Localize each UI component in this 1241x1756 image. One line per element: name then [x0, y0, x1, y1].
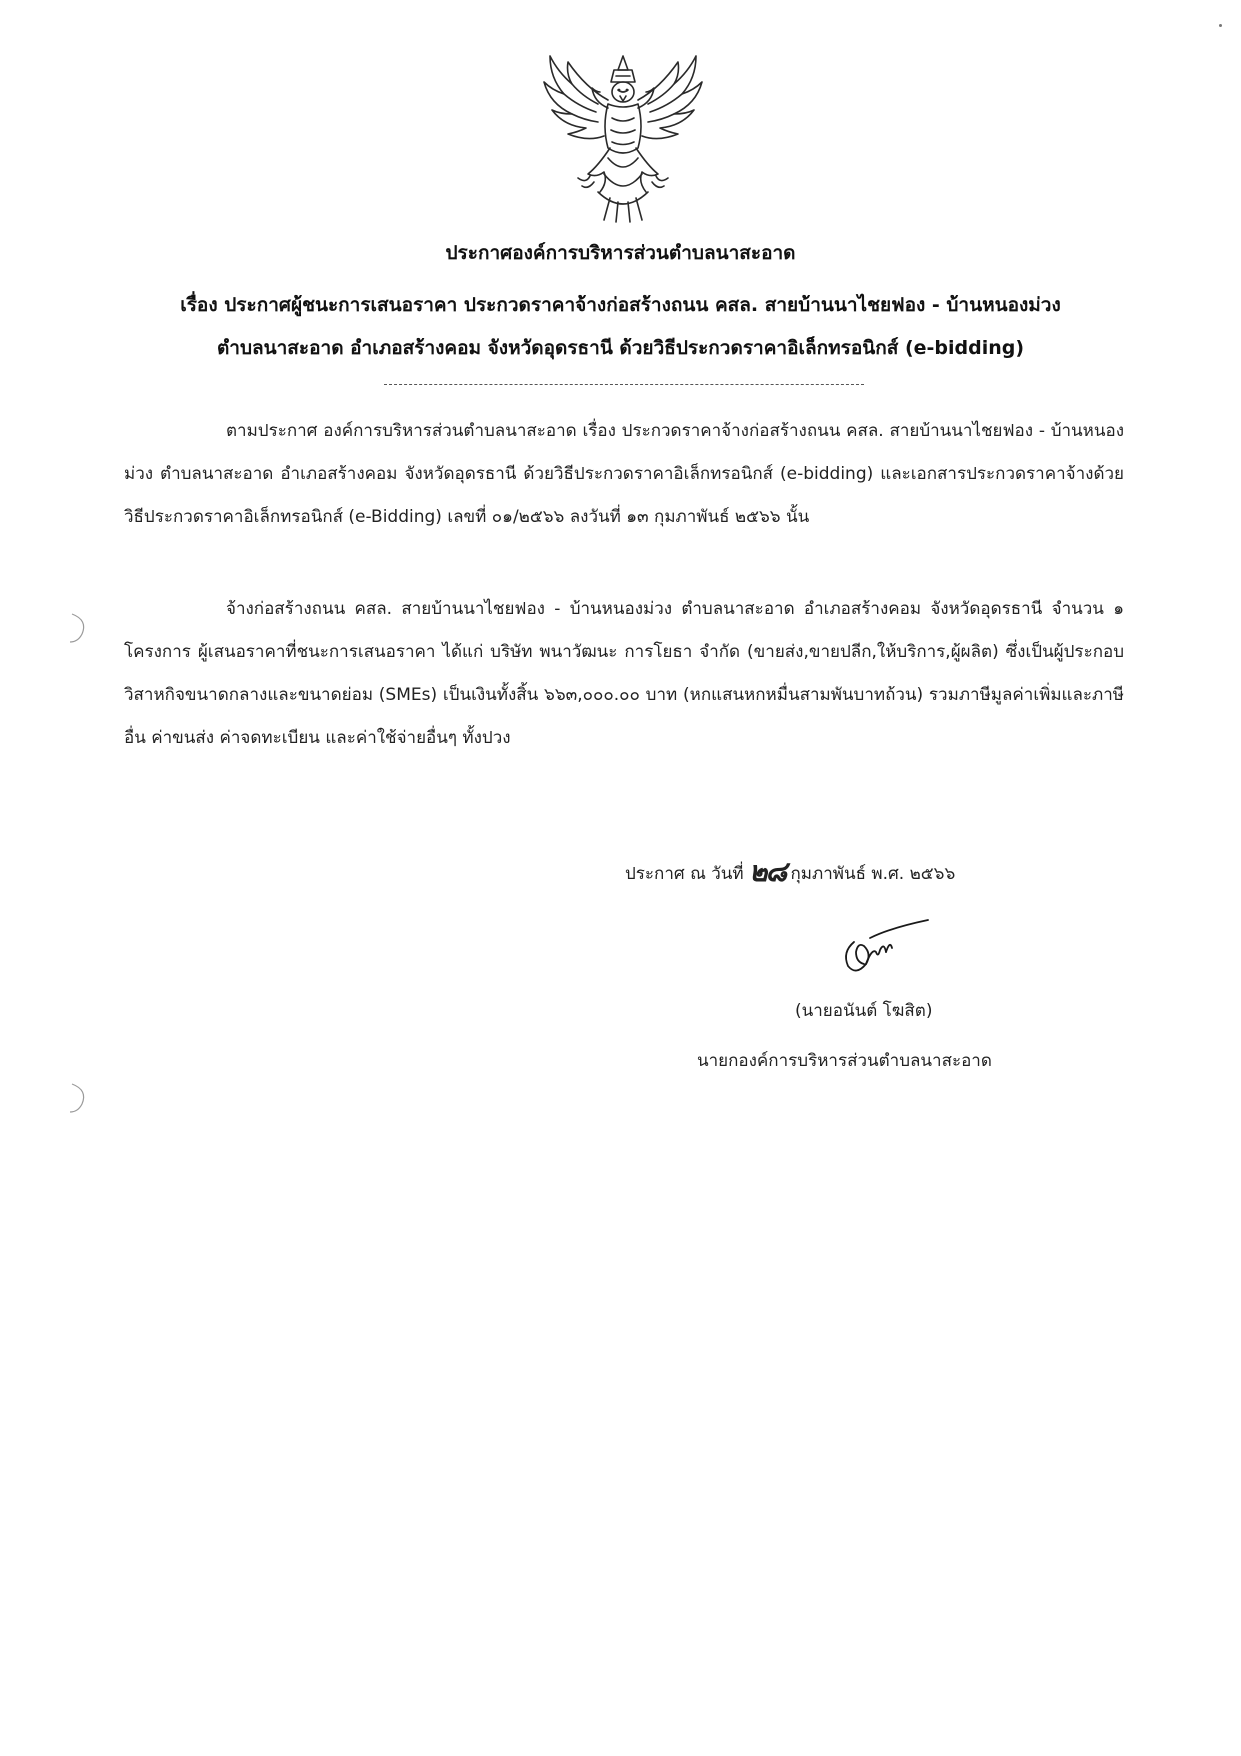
announcement-prefix: ประกาศ ณ วันที่: [625, 864, 744, 884]
handwritten-signature: [830, 912, 930, 982]
header-divider: [384, 384, 864, 385]
handwritten-day: ๒๘: [749, 855, 786, 888]
garuda-emblem-icon: [538, 48, 708, 226]
subject-line-1: เรื่อง ประกาศผู้ชนะการเสนอราคา ประกวดราคาจ้างก่อสร้างถนน คสล. สายบ้านนาไชยฟอง - บ้านหนองม่วง: [180, 294, 1061, 316]
document-title: ประกาศองค์การบริหารส่วนตำบลนาสะอาด: [445, 242, 796, 264]
punch-hole-icon: [66, 1080, 90, 1116]
announcement-month-year: กุมภาพันธ์ พ.ศ. ๒๕๖๖: [790, 864, 956, 884]
signatory-name: (นายอนันต์ โฆสิต): [795, 1001, 933, 1021]
subject-line-2: ตำบลนาสะอาด อำเภอสร้างคอม จังหวัดอุดรธานี ด้วยวิธีประกวดราคาอิเล็กทรอนิกส์ (e-bidding): [216, 337, 1025, 359]
punch-hole-icon: [66, 610, 90, 646]
announcement-date: [625, 850, 955, 894]
scan-speck: [1219, 24, 1222, 27]
body-paragraph-1: [124, 410, 1124, 539]
body-paragraph-2: [124, 588, 1124, 760]
paragraph-2-text: จ้างก่อสร้างถนน คสล. สายบ้านนาไชยฟอง - บ้านหนองม่วง ตำบลนาสะอาด อำเภอสร้างคอม จังหวัดอุดรธานี จำนวน ๑ โครงการ ผู้เสนอราคาที่ชนะการเสนอราคา ได้แก่ บริษัท พนาวัฒนะ การโยธา จำกัด (ขายส่ง,ขายปลีก,ให้บริการ,ผู้ผลิต) ซึ่งเป็นผู้ประกอบวิสาหกิจขนาดกลางและขนาดย่อม (SMEs) เป็นเงินทั้งสิ้น ๖๖๓,๐๐๐.๐๐ บาท (หกแสนหกหมื่นสามพันบาทถ้วน) รวมภาษีมูลค่าเพิ่มและภาษีอื่น ค่าขนส่ง ค่าจดทะเบียน และค่าใช้จ่ายอื่นๆ ทั้งปวง: [124, 599, 1124, 748]
paragraph-1-text: ตามประกาศ องค์การบริหารส่วนตำบลนาสะอาด เรื่อง ประกวดราคาจ้างก่อสร้างถนน คสล. สายบ้านนาไชยฟอง - บ้านหนองม่วง ตำบลนาสะอาด อำเภอสร้างคอม จังหวัดอุดรธานี ด้วยวิธีประกวดราคาอิเล็กทรอนิกส์ (e-bidding) และเอกสารประกวดราคาจ้างด้วยวิธีประกวดราคาอิเล็กทรอนิกส์ (e-Bidding) เลขที่ ๐๑/๒๕๖๖ ลงวันที่ ๑๓ กุมภาพันธ์ ๒๕๖๖ นั้น: [124, 421, 1124, 527]
signatory-position: นายกองค์การบริหารส่วนตำบลนาสะอาด: [697, 1051, 992, 1071]
